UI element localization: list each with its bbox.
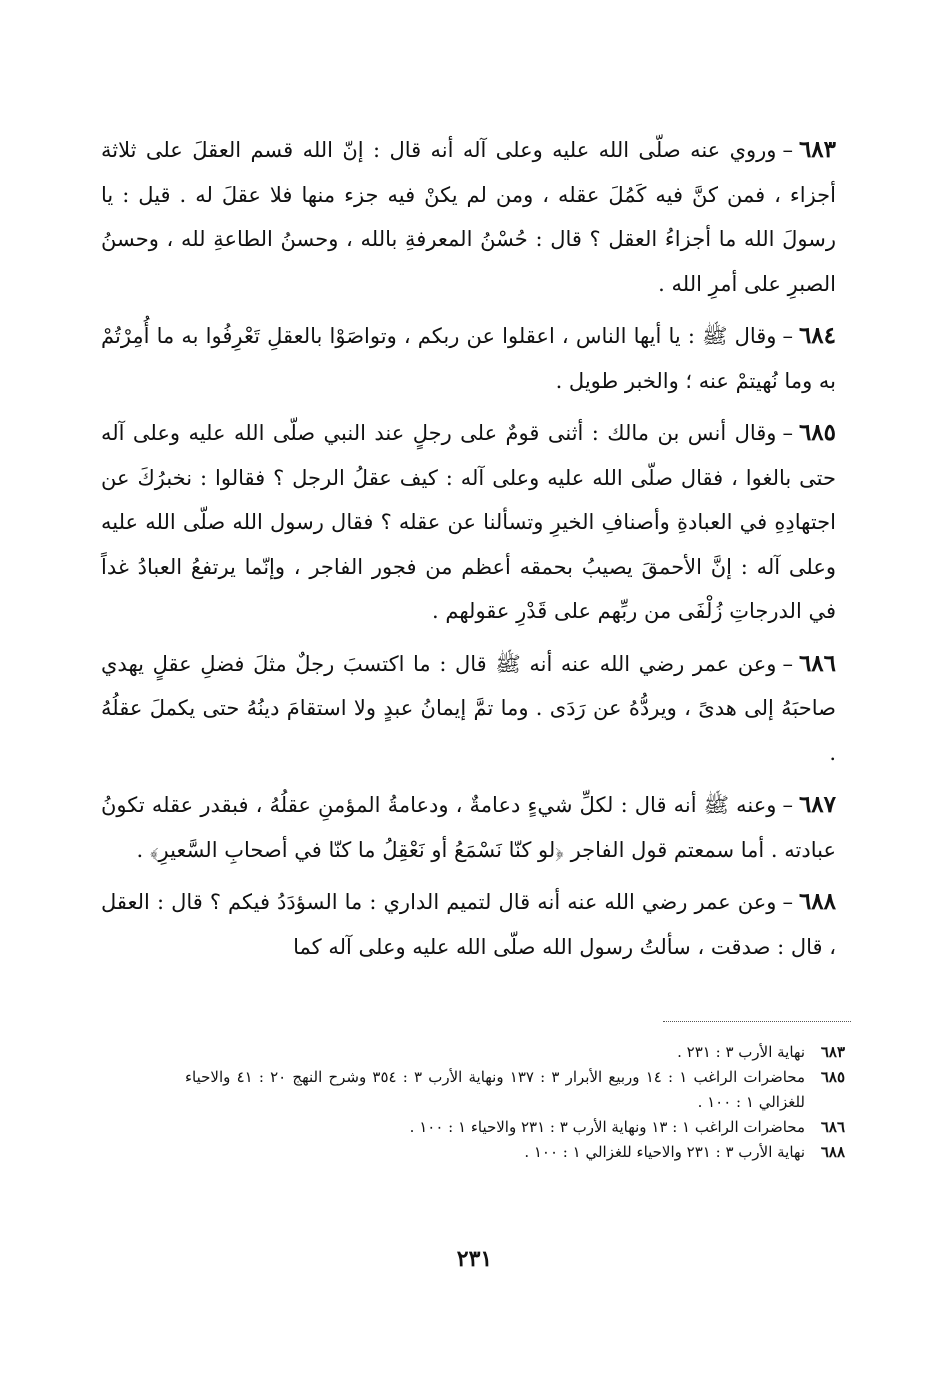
footnote-text: نهاية الأرب ٣ : ٢٣١ والاحياء للغزالي ١ : ١٠٠ . [524, 1143, 805, 1161]
entry-number: ٦٨٦ [798, 649, 836, 677]
footnote-number: ٦٨٣ [820, 1043, 845, 1061]
entry-684: ٦٨٤–وقال ﷺ : يا أيها الناس ، اعقلوا عن ربكم ، وتواصَوْا بالعقلِ تَعْرِفُوا به ما أُمِرْتُمْ به وما نُهيتمْ عنه ؛ والخبر طويل . [101, 322, 836, 393]
footnote-text: محاضرات الراغب ١ : ١٤ وربيع الأبرار ٣ : ١٣٧ ونهاية الأرب ٣ : ٣٥٤ وشرح النهج ٢٠ : ٤١ والاحياء للغزالي ١ : ١٠٠ . [185, 1068, 806, 1111]
entry-687: ٦٨٧–وعنه ﷺ أنه قال : لكلِّ شيءٍ دعامةٌ ، ودعامةُ المؤمنِ عقلُهُ ، فبقدر عقله تكونُ عبادته . أما سمعتم قول الفاجر ﴿لو كنّا نَسْمَعُ أو نَعْقِلُ ما كنّا في أصحابِ السَّعيرِ﴾ . [101, 791, 836, 862]
footnote-688 [185, 1140, 845, 1165]
footnote-683 [185, 1040, 845, 1065]
entry-text: وعن عمر رضي الله عنه أنه قال لتميم الداري : ما السؤدَدُ فيكم ؟ قال : العقل ، قال : صدقت ، سألتُ رسول الله صلّى الله عليه وعلى آله كما [101, 890, 836, 959]
footnote-686 [185, 1115, 845, 1140]
footnote-685 [185, 1065, 845, 1115]
entries-block [101, 128, 836, 977]
entry-686: ٦٨٦–وعن عمر رضي الله عنه أنه ﷺ قال : ما اكتسبَ رجلٌ مثلَ فضلِ عقلٍ يهدي صاحبَهُ إلى هدىً ، ويردُّهُ عن رَدَى . وما تمَّ إيمانُ عبدٍ ولا استقامَ دينُهُ حتى يكملَ عقلُهُ . [101, 649, 836, 765]
entry-text: وروي عنه صلّى الله عليه وعلى آله أنه قال : إنّ الله قسم العقلَ على ثلاثة أجزاء ، فمن كنَّ فيه كَمُلَ عقله ، ومن لم يكنْ فيه جزء منها فلا عقلَ له . قيل : يا رسولَ الله ما أجزاءُ العقل ؟ قال : حُسْنُ المعرفةِ بالله ، وحسنُ الطاعةِ لله ، وحسنُ الصبرِ على أمرِ الله . [101, 138, 836, 296]
entry-number: ٦٨٨ [798, 888, 836, 915]
footnote-text: نهاية الأرب ٣ : ٢٣١ . [677, 1043, 805, 1061]
entry-688: ٦٨٨–وعن عمر رضي الله عنه أنه قال لتميم الداري : ما السؤدَدُ فيكم ؟ قال : العقل ، قال : صدقت ، سألتُ رسول الله صلّى الله عليه وعلى آله كما [101, 888, 836, 959]
entry-text: وعنه ﷺ أنه قال : لكلِّ شيءٍ دعامةٌ ، ودعامةُ المؤمنِ عقلُهُ ، فبقدر عقله تكونُ عبادته . أما سمعتم قول الفاجر ﴿لو كنّا نَسْمَعُ أو نَعْقِلُ ما كنّا في أصحابِ السَّعيرِ﴾ . [101, 793, 836, 862]
footnotes-block [185, 1040, 845, 1165]
page-number: ٢٣١ [456, 1246, 493, 1272]
entry-text: وقال أنس بن مالك : أثنى قومٌ على رجلٍ عند النبي صلّى الله عليه وعلى آله حتى بالغوا ، فقال صلّى الله عليه وعلى آله : كيف عقلُ الرجل ؟ فقالوا : نخبرُكَ عن اجتهادِهِ في العبادةِ وأصنافِ الخيرِ وتسألنا عن عقله ؟ فقال رسول الله صلّى الله عليه وعلى آله : إنَّ الأحمقَ يصيبُ بحمقه أعظم من فجور الفاجر ، وإنّما يرتفعُ العبادُ غداً في الدرجاتِ زُلْفَى من ربِّهم على قَدْرِ عقولهم . [101, 421, 836, 623]
footnote-number: ٦٨٨ [820, 1143, 845, 1161]
entry-number: ٦٨٧ [798, 791, 836, 818]
entry-683: ٦٨٣–وروي عنه صلّى الله عليه وعلى آله أنه قال : إنّ الله قسم العقلَ على ثلاثة أجزاء ، فمن كنَّ فيه كَمُلَ عقله ، ومن لم يكنْ فيه جزء منها فلا عقلَ له . قيل : يا رسولَ الله ما أجزاءُ العقل ؟ قال : حُسْنُ المعرفةِ بالله ، وحسنُ الطاعةِ لله ، وحسنُ الصبرِ على أمرِ الله . [101, 136, 836, 296]
entry-685: ٦٨٥–وقال أنس بن مالك : أثنى قومٌ على رجلٍ عند النبي صلّى الله عليه وعلى آله حتى بالغوا ، فقال صلّى الله عليه وعلى آله : كيف عقلُ الرجل ؟ فقالوا : نخبرُكَ عن اجتهادِهِ في العبادةِ وأصنافِ الخيرِ وتسألنا عن عقله ؟ فقال رسول الله صلّى الله عليه وعلى آله : إنَّ الأحمقَ يصيبُ بحمقه أعظم من فجور الفاجر ، وإنّما يرتفعُ العبادُ غداً في الدرجاتِ زُلْفَى من ربِّهم على قَدْرِ عقولهم . [101, 419, 836, 623]
footnote-number: ٦٨٥ [820, 1068, 845, 1086]
footnote-number: ٦٨٦ [820, 1118, 845, 1136]
footnote-text: محاضرات الراغب ١ : ١٣ ونهاية الأرب ٣ : ٢٣١ والاحياء ١ : ١٠٠ . [409, 1118, 805, 1136]
entry-number: ٦٨٤ [798, 322, 836, 349]
entry-number: ٦٨٥ [798, 419, 836, 446]
footnote-separator [663, 1021, 851, 1022]
entry-text: وعن عمر رضي الله عنه أنه ﷺ قال : ما اكتسبَ رجلٌ مثلَ فضلِ عقلٍ يهدي صاحبَهُ إلى هدىً ، ويردُّهُ عن رَدَى . وما تمَّ إيمانُ عبدٍ ولا استقامَ دينُهُ حتى يكملَ عقلُهُ . [101, 651, 836, 765]
entry-number: ٦٨٣ [798, 136, 836, 163]
entry-text: وقال ﷺ : يا أيها الناس ، اعقلوا عن ربكم ، وتواصَوْا بالعقلِ تَعْرِفُوا به ما أُمِرْتُمْ به وما نُهيتمْ عنه ؛ والخبر طويل . [101, 324, 836, 393]
